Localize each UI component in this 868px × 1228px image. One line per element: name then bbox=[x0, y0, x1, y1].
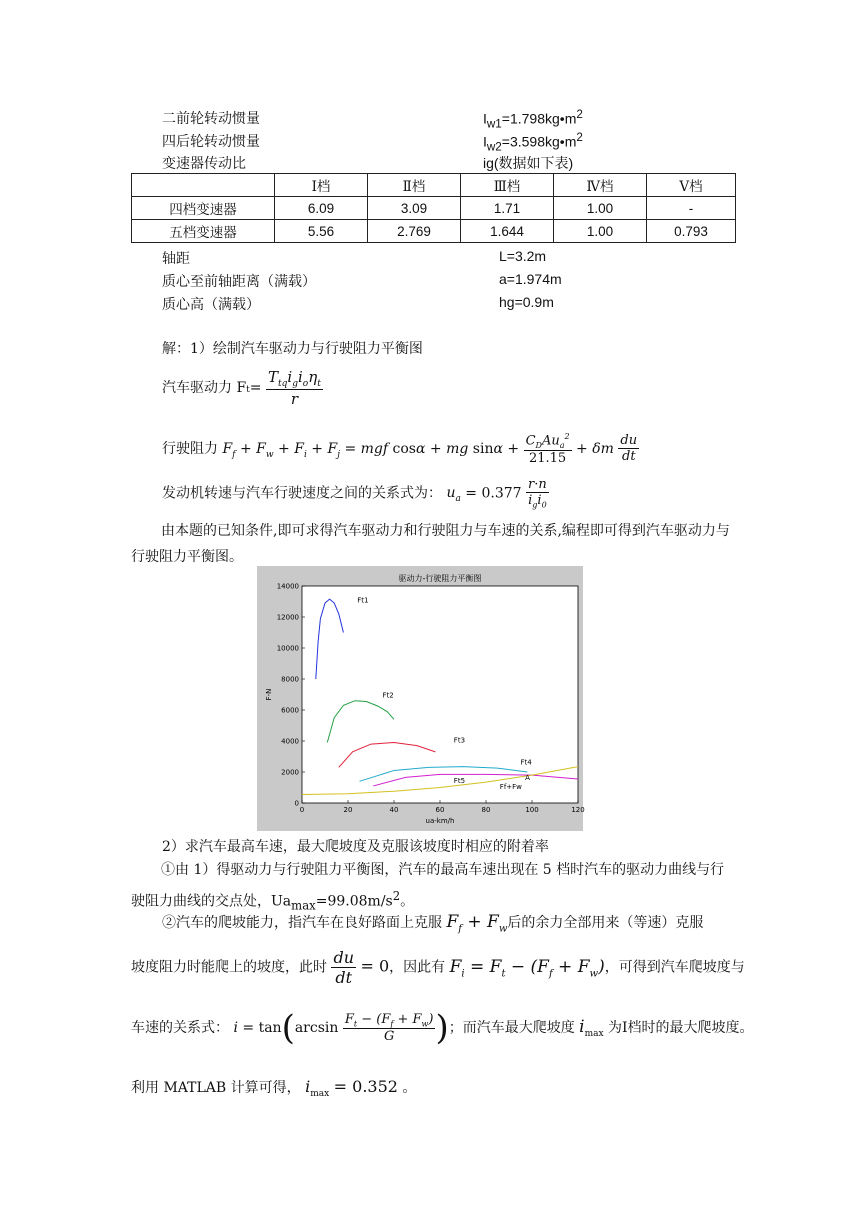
table-cell: 1.71 bbox=[461, 197, 554, 220]
fraction: $\frac{du}{dt}$ bbox=[620, 433, 638, 465]
text-run: 为Ⅰ档时的最大爬坡度。 bbox=[608, 1020, 754, 1036]
table-header-row bbox=[132, 174, 736, 197]
text-run: 坡度阻力时能爬上的坡度，此时 bbox=[131, 959, 327, 976]
table-header-cell: Ⅳ档 bbox=[554, 174, 647, 197]
table-row bbox=[132, 197, 736, 220]
text-run: ，因此有 bbox=[389, 959, 446, 976]
param-label: 质心至前轴距离（满载） bbox=[162, 274, 316, 290]
fraction: $\frac{C_DAu_a^2}{21.15}$ bbox=[525, 432, 570, 466]
table-cell: 0.793 bbox=[647, 220, 736, 243]
x-tick-label: 60 bbox=[435, 806, 445, 814]
table-header-cell: Ⅱ档 bbox=[368, 174, 461, 197]
param-label: 变速器传动比 bbox=[162, 156, 246, 172]
speed-relation-label: 发动机转速与汽车行驶速度之间的关系式为： bbox=[162, 485, 442, 502]
gear-ratio-table bbox=[131, 173, 736, 243]
table-header-cell: Ⅰ档 bbox=[275, 174, 368, 197]
series-label: Ft5 bbox=[453, 776, 466, 785]
y-tick-label: 2000 bbox=[281, 768, 299, 777]
table-cell: 1.644 bbox=[461, 220, 554, 243]
table-cell: 1.00 bbox=[554, 197, 647, 220]
x-tick-label: 40 bbox=[389, 806, 399, 814]
param-value: L=3.2m bbox=[499, 248, 547, 264]
table-cell: 3.09 bbox=[368, 197, 461, 220]
fraction: $\frac{T_{tq}i_gi_o\eta_t}{r}$ bbox=[267, 368, 321, 408]
fraction: $\frac{r\cdot n}{i_gi_0}$ bbox=[528, 477, 547, 510]
table-header-cell: Ⅲ档 bbox=[461, 174, 554, 197]
param-label: 四后轮转动惯量 bbox=[162, 134, 260, 150]
series-label: Ft3 bbox=[453, 736, 466, 745]
resistance-label: 行驶阻力 bbox=[162, 440, 218, 457]
y-tick-label: 10000 bbox=[276, 644, 299, 653]
resistance-formula: 行驶阻力 $F_f + F_w + F_i + F_j$ = mgf cosα + mg sinα + $\frac{C_DAu_a^2}{21.15}$ + δm $\frac{du}{dt}$ bbox=[162, 432, 638, 466]
y-tick-label: 14000 bbox=[276, 582, 299, 591]
text-run: 利用 MATLAB 计算可得， bbox=[131, 1080, 301, 1096]
param-value: $I_{w2}=3.598kg•m^2$ bbox=[483, 131, 583, 154]
text-run: 后的余力全部用来（等速）克服 bbox=[507, 915, 704, 931]
table-header-cell: Ⅴ档 bbox=[647, 174, 736, 197]
paragraph: 车速的关系式： i = tan(arcsin $\frac{F_t - (F_f + F_w)}{G}$ )；而汽车最大爬坡度 $i_{max}$ 为Ⅰ档时的最大爬坡度。 bbox=[131, 1008, 754, 1048]
paragraph: 由本题的已知条件,即可求得汽车驱动力和行驶阻力与车速的关系,编程即可得到汽车驱动力与行驶阻力平衡图。 bbox=[131, 523, 730, 565]
chart-title: 驱动力-行驶阻力平衡图 bbox=[398, 574, 482, 583]
text-run: 车速的关系式： bbox=[131, 1020, 229, 1036]
x-tick-label: 20 bbox=[343, 806, 353, 814]
param-label: 二前轮转动惯量 bbox=[162, 111, 260, 127]
text-run: ；而汽车最大爬坡度 bbox=[448, 1020, 575, 1036]
param-value: hg=0.9m bbox=[499, 294, 554, 310]
paragraph: ②汽车的爬坡能力，指汽车在良好路面上克服 $F_f + F_w$后的余力全部用来（等速）克服 bbox=[162, 912, 704, 935]
param-label: 轴距 bbox=[162, 251, 190, 267]
series-label: Ft2 bbox=[382, 691, 394, 700]
table-header-cell bbox=[132, 174, 275, 197]
series-label: Ft1 bbox=[357, 596, 369, 605]
drive-force-formula: 汽车驱动力 Ft= $\frac{T_{tq}i_gi_o\eta_t}{r}$ bbox=[162, 368, 321, 408]
paragraph: 利用 MATLAB 计算可得， $i_{max} = 0.352$ 。 bbox=[131, 1077, 417, 1099]
series-label: Ff+Fw bbox=[499, 783, 522, 792]
param-label: 质心高（满载） bbox=[162, 297, 260, 313]
chart-figure bbox=[257, 566, 583, 831]
solution-title: 解：1）绘制汽车驱动力与行驶阻力平衡图 bbox=[162, 341, 423, 357]
drive-force-label: 汽车驱动力 F bbox=[162, 380, 247, 396]
x-tick-label: 120 bbox=[571, 806, 585, 814]
y-tick-label: 0 bbox=[294, 799, 299, 808]
param-value: a=1.974m bbox=[499, 271, 562, 287]
x-axis-label: ua-km/h bbox=[425, 817, 455, 825]
plot-area bbox=[302, 586, 578, 803]
y-tick-label: 6000 bbox=[281, 706, 299, 715]
table-cell: 6.09 bbox=[275, 197, 368, 220]
annotation-label: A bbox=[525, 773, 530, 782]
param-value: $I_{w1}=1.798kg•m^2$ bbox=[483, 108, 583, 131]
table-cell: 五档变速器 bbox=[132, 220, 275, 243]
table-cell: 四档变速器 bbox=[132, 197, 275, 220]
text-run: 。 bbox=[402, 1080, 417, 1096]
table-cell: 5.56 bbox=[275, 220, 368, 243]
paragraph: 坡度阻力时能爬上的坡度，此时 $\frac{du}{dt}$ = 0，因此有 $F_i = F_t - (F_f + F_w)$，可得到汽车爬坡度与 bbox=[131, 948, 745, 987]
chart-svg bbox=[257, 566, 583, 831]
y-axis-label: F-N bbox=[265, 688, 273, 701]
table-cell: 1.00 bbox=[554, 220, 647, 243]
speed-relation: 发动机转速与汽车行驶速度之间的关系式为： $u_a = 0.377$ $\frac{r\cdot n}{i_gi_0}$ bbox=[162, 477, 547, 510]
fraction: $\frac{F_t - (F_f + F_w)}{G}$ bbox=[344, 1011, 434, 1045]
y-tick-label: 8000 bbox=[281, 675, 299, 684]
table-cell: 2.769 bbox=[368, 220, 461, 243]
text-run: ②汽车的爬坡能力，指汽车在良好路面上克服 bbox=[162, 915, 442, 931]
fraction: $\frac{du}{dt}$ bbox=[333, 948, 354, 987]
y-tick-label: 4000 bbox=[281, 737, 299, 746]
param-value: ig(数据如下表) bbox=[483, 155, 574, 171]
series-label: Ft4 bbox=[520, 758, 532, 767]
x-tick-label: 0 bbox=[299, 806, 305, 814]
paragraph: ①由 1）得驱动力与行驶阻力平衡图，汽车的最高车速出现在 5 档时汽车的驱动力曲线与行驶阻力曲线的交点处，$Ua_{max}=99.08m/s^2$。 bbox=[131, 862, 725, 913]
text-run: ，可得到汽车爬坡度与 bbox=[604, 959, 745, 976]
table-cell: - bbox=[647, 197, 736, 220]
section-title: 2）求汽车最高车速，最大爬坡度及克服该坡度时相应的附着率 bbox=[162, 839, 549, 855]
x-tick-label: 80 bbox=[481, 806, 491, 814]
y-tick-label: 12000 bbox=[276, 613, 299, 622]
x-tick-label: 100 bbox=[525, 806, 539, 814]
table-row bbox=[132, 220, 736, 243]
